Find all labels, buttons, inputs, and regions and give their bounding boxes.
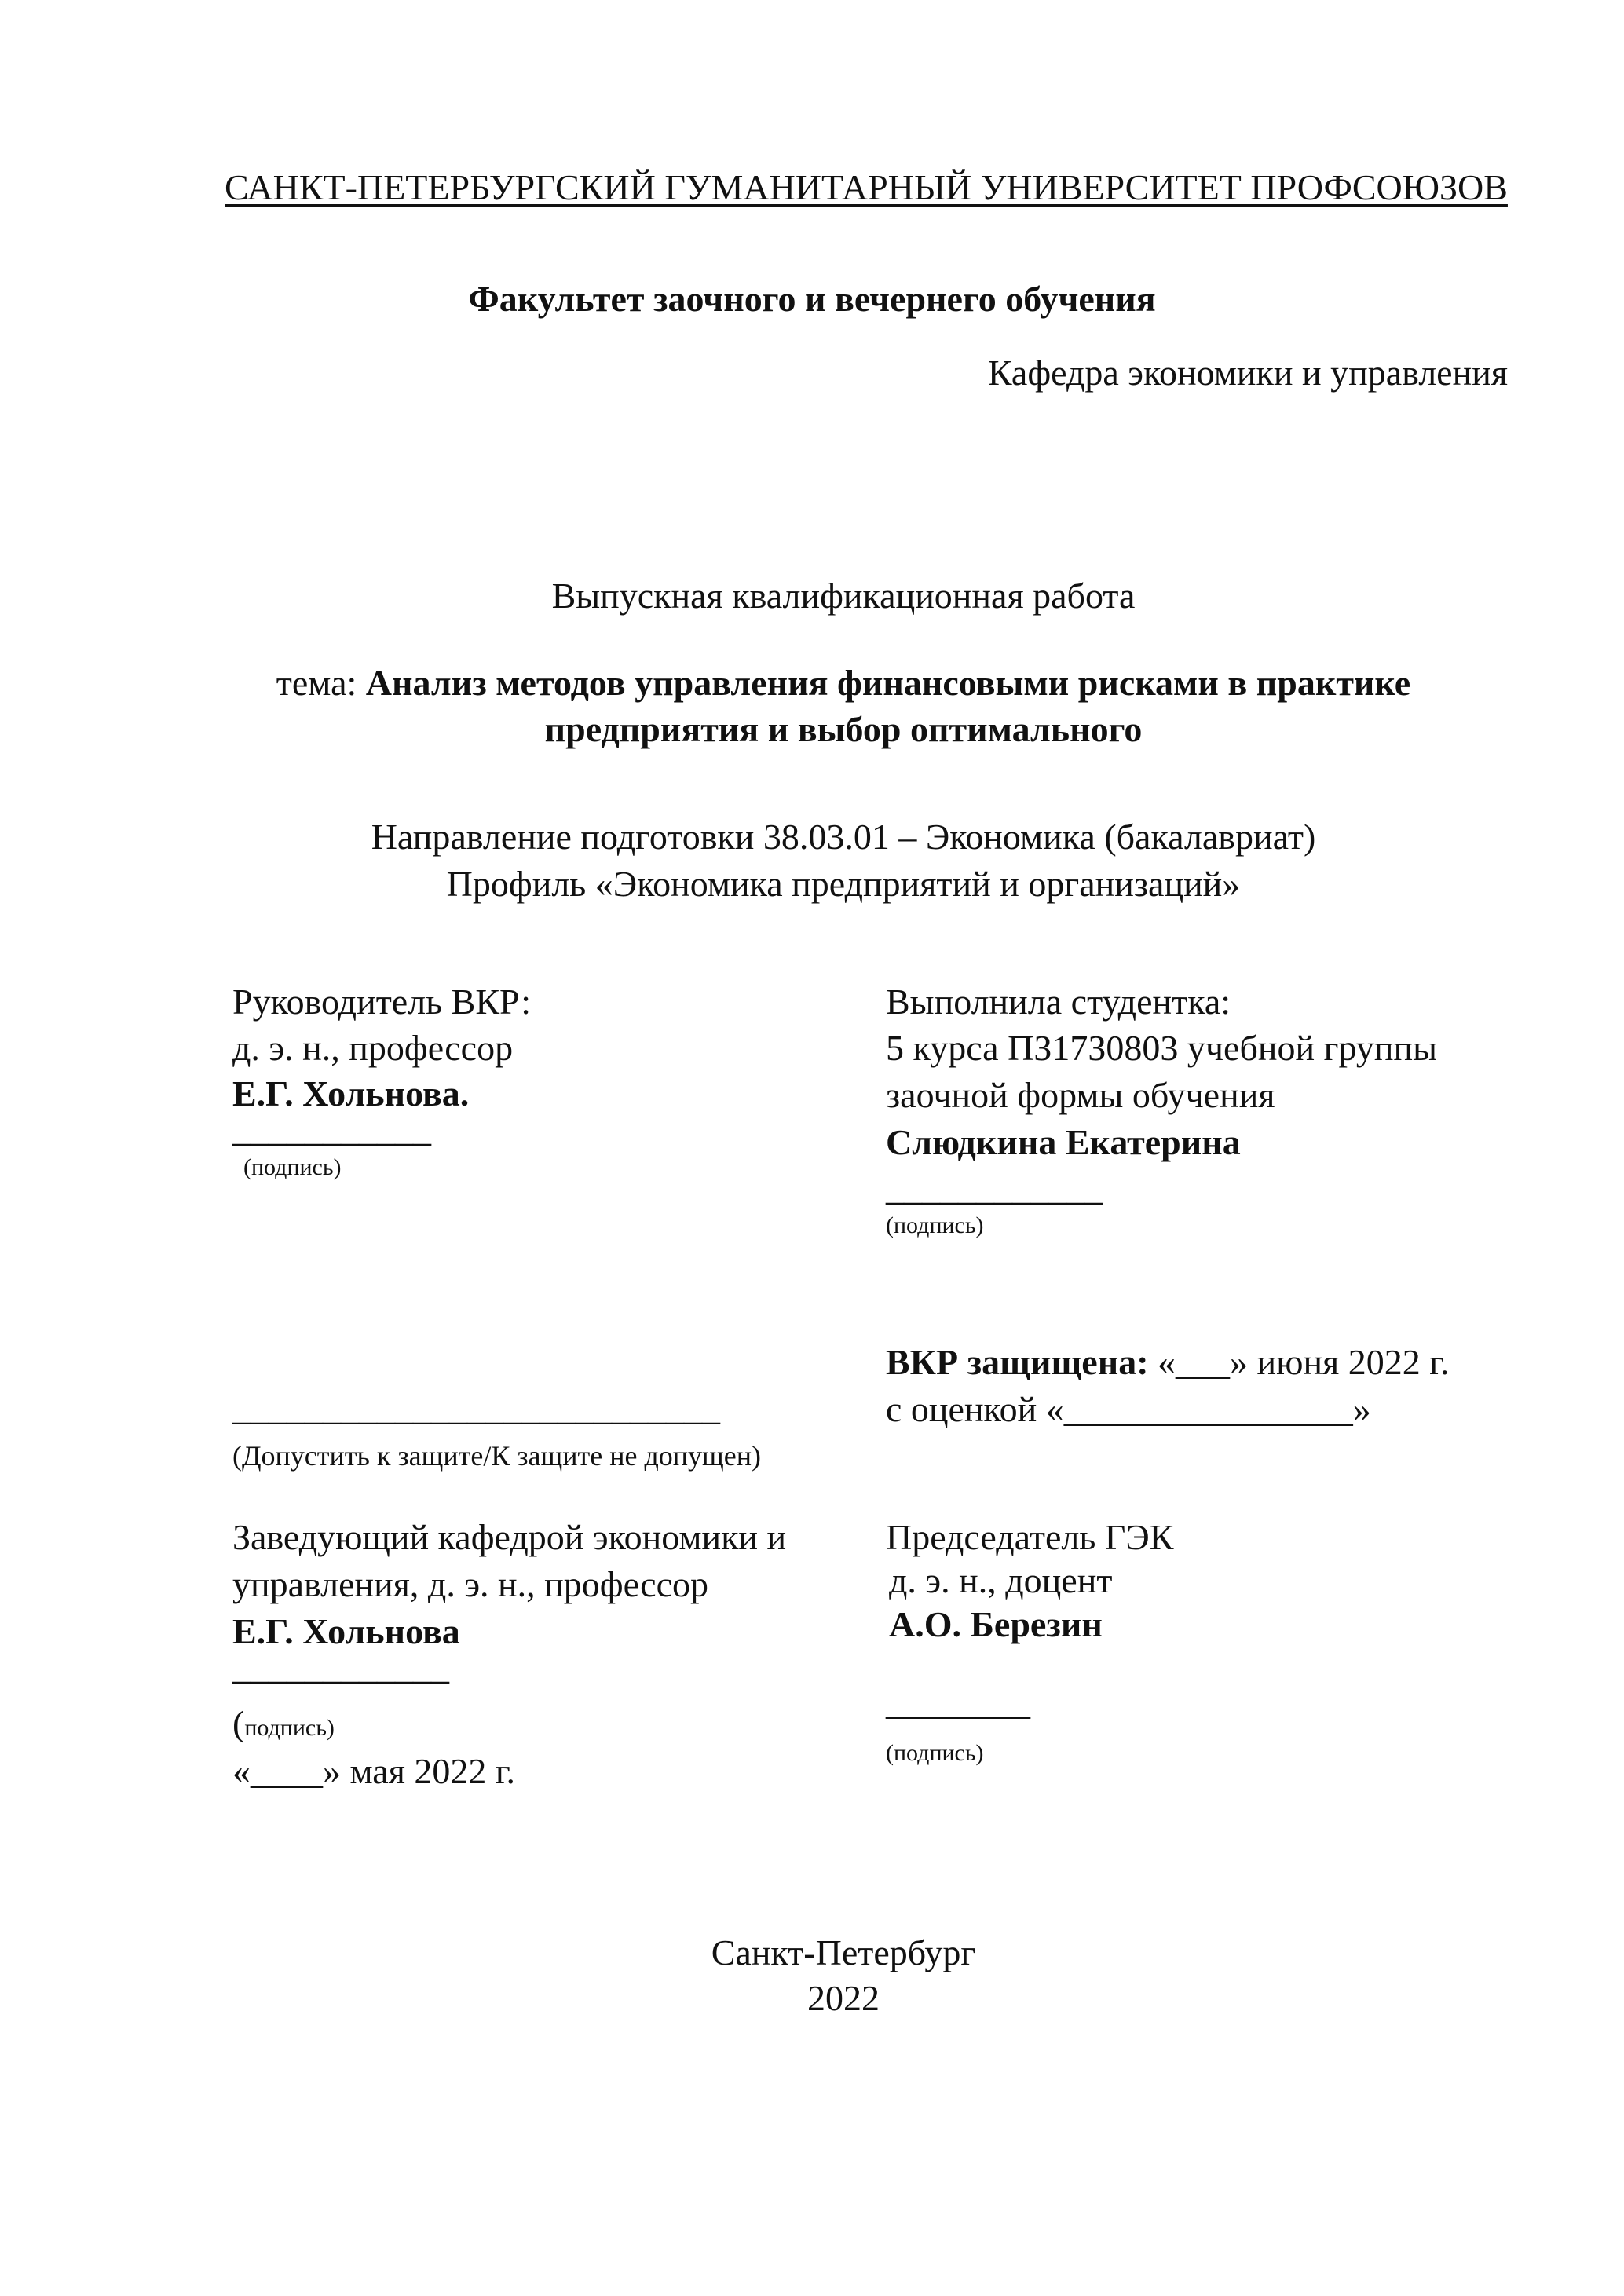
head-name: Е.Г. Хольнова <box>232 1611 460 1651</box>
topic-title-part-2: предприятия и выбор оптимального <box>544 709 1143 749</box>
chairman-signature-line: ________ <box>886 1682 1030 1722</box>
student-study-form: заочной формы обучения <box>886 1075 1275 1115</box>
footer-year: 2022 <box>807 1978 880 2018</box>
student-name: Слюдкина Екатерина <box>886 1122 1241 1162</box>
defense-date: «___» июня 2022 г. <box>1148 1342 1450 1382</box>
defense-grade: с оценкой «________________» <box>886 1389 1371 1429</box>
student-course: 5 курса ПЗ17З0803 учебной группы <box>886 1028 1437 1068</box>
university-name: САНКТ-ПЕТЕРБУРГСКИЙ ГУМАНИТАРНЫЙ УНИВЕРСИТЕТ ПРОФСОЮЗОВ <box>225 167 1508 207</box>
supervisor-signature-line: ___________ <box>232 1109 431 1149</box>
study-profile: Профиль «Экономика предприятий и организаций» <box>446 864 1241 904</box>
head-title-line-2: управления, д. э. н., профессор <box>232 1564 708 1604</box>
study-direction: Направление подготовки 38.03.01 – Экономика (бакалавриат) <box>371 817 1316 857</box>
topic-title-part-1: Анализ методов управления финансовыми рисками в практике <box>365 663 1411 703</box>
admission-caption: (Допустить к защите/К защите не допущен) <box>232 1440 762 1472</box>
footer-city: Санкт-Петербург <box>711 1932 976 1972</box>
chairman-name: А.О. Березин <box>889 1604 1103 1644</box>
defense-date-line <box>886 1344 1449 1380</box>
topic-line-1 <box>0 665 1624 701</box>
supervisor-label: Руководитель ВКР: <box>232 982 532 1022</box>
chairman-degree: д. э. н., доцент <box>889 1560 1113 1600</box>
head-signature-caption <box>232 1703 335 1743</box>
head-signature-caption-text: подпись) <box>244 1715 335 1741</box>
chairman-signature-caption: (подпись) <box>886 1740 984 1766</box>
student-signature-line: ____________ <box>886 1168 1103 1208</box>
chairman-label: Председатель ГЭК <box>886 1517 1174 1557</box>
defense-label: ВКР защищена: <box>886 1342 1149 1382</box>
student-signature-caption: (подпись) <box>886 1212 984 1238</box>
supervisor-degree: д. э. н., профессор <box>232 1028 514 1068</box>
admission-line: ___________________________ <box>232 1387 720 1428</box>
head-title-line-1: Заведующий кафедрой экономики и <box>232 1517 787 1557</box>
topic-label: тема: <box>276 663 357 703</box>
head-date: «____» мая 2022 г. <box>232 1751 516 1791</box>
department-name: Кафедра экономики и управления <box>987 353 1508 393</box>
student-label: Выполнила студентка: <box>886 982 1231 1022</box>
head-signature-caption-paren: ( <box>232 1703 245 1743</box>
head-signature-line: ____________ <box>232 1647 449 1687</box>
supervisor-name: Е.Г. Хольнова. <box>232 1073 470 1113</box>
faculty-name: Факультет заочного и вечернего обучения <box>468 279 1156 319</box>
supervisor-signature-caption: (подпись) <box>243 1154 342 1180</box>
work-type: Выпускная квалификационная работа <box>551 576 1136 616</box>
